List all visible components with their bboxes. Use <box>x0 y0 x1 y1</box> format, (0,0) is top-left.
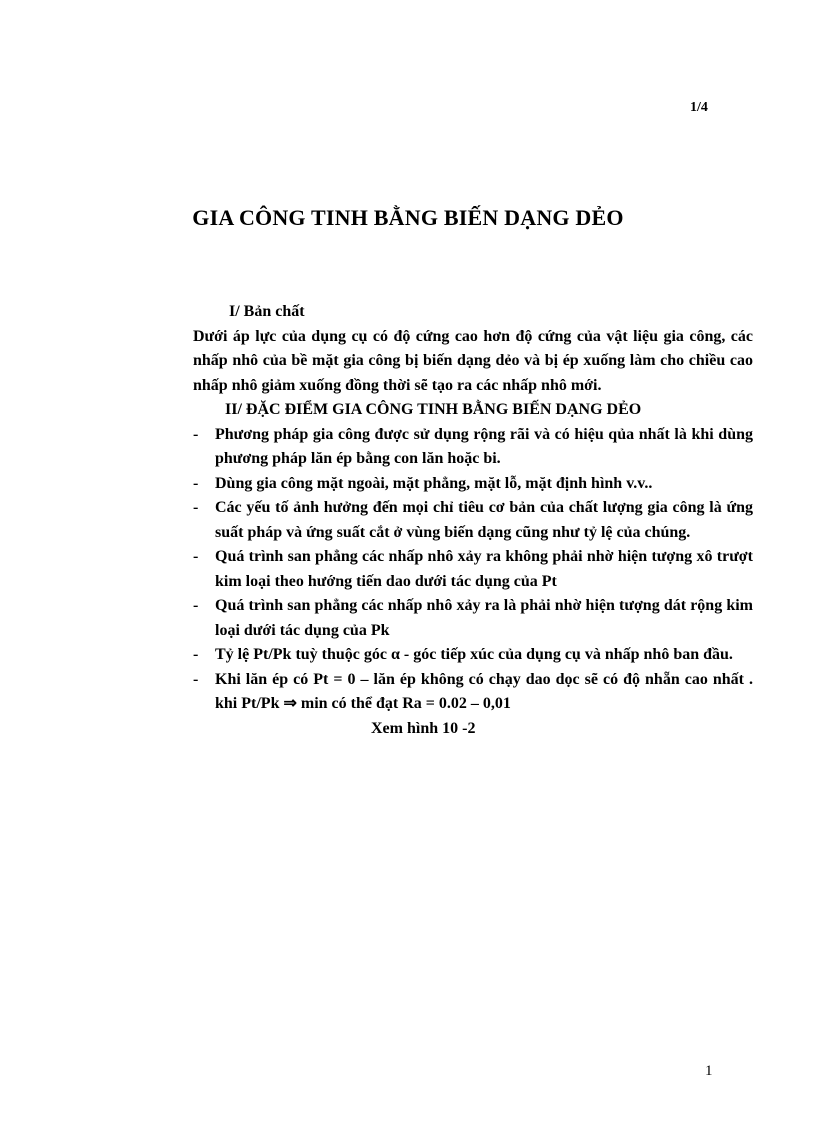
list-item-text: Quá trình san phẳng các nhấp nhô xảy ra không phải nhờ hiện tượng xô trượt kim loại theo hướng tiến dao dưới tác dụng của Pt <box>215 548 753 590</box>
bullet-dash: - <box>193 597 199 614</box>
list-item-text: Quá trình san phẳng các nhấp nhô xảy ra là phải nhờ hiện tượng dát rộng kim loại dưới tác dụng của Pk <box>215 597 753 639</box>
bullet-dash: - <box>193 499 199 516</box>
bullet-dash: - <box>193 474 199 492</box>
list-item <box>193 668 753 717</box>
list-item <box>193 545 753 594</box>
list-item-text: Các yếu tố ảnh hưởng đến mọi chỉ tiêu cơ bản của chất lượng gia công là ứng suất pháp và ứng suất cắt ở vùng biến dạng cũng như tỷ lệ của chúng. <box>215 499 753 541</box>
list-item <box>193 472 753 497</box>
page-number: 1 <box>705 1063 713 1079</box>
page-fraction: 1/4 <box>690 100 708 115</box>
figure-reference: Xem hình 10 -2 <box>371 719 476 737</box>
section-1-paragraph: Dưới áp lực của dụng cụ có độ cứng cao hơn độ cứng của vật liệu gia công, các nhấp nhô của bề mặt gia công bị biến dạng dẻo và bị ép xuống làm cho chiều cao nhấp nhô giảm xuống đồng thời sẽ tạo ra các nhấp nhô mới. <box>193 327 753 394</box>
bullet-dash: - <box>193 646 199 663</box>
section-2-heading: II/ ĐẶC ĐIỂM GIA CÔNG TINH BẰNG BIẾN DẠNG DẺO <box>225 401 642 418</box>
list-item-text: Tỷ lệ Pt/Pk tuỳ thuộc góc α - góc tiếp xúc của dụng cụ và nhấp nhô ban đầu. <box>215 646 733 663</box>
section-1-heading: I/ Bản chất <box>229 303 305 320</box>
bullet-dash: - <box>193 425 199 443</box>
list-item-text: Dùng gia công mặt ngoài, mặt phẳng, mặt lỗ, mặt định hình v.v.. <box>215 474 653 492</box>
list-item-text: Phương pháp gia công được sử dụng rộng rãi và có hiệu qủa nhất là khi dùng phương pháp lăn ép bằng con lăn hoặc bi. <box>215 425 753 467</box>
list-item <box>193 643 753 668</box>
list-item-text: Khi lăn ép có Pt = 0 – lăn ép không có chạy dao dọc sẽ có độ nhẵn cao nhất . khi Pt/Pk ⇒ min có thể đạt Ra = 0.02 – 0,01 <box>215 670 753 712</box>
bullet-list <box>193 423 753 717</box>
document-body <box>193 300 753 741</box>
list-item <box>193 594 753 643</box>
bullet-dash: - <box>193 670 199 688</box>
document-title: GIA CÔNG TINH BẰNG BIẾN DẠNG DẺO <box>192 205 624 230</box>
list-item <box>193 423 753 472</box>
list-item <box>193 496 753 545</box>
bullet-dash: - <box>193 548 199 565</box>
